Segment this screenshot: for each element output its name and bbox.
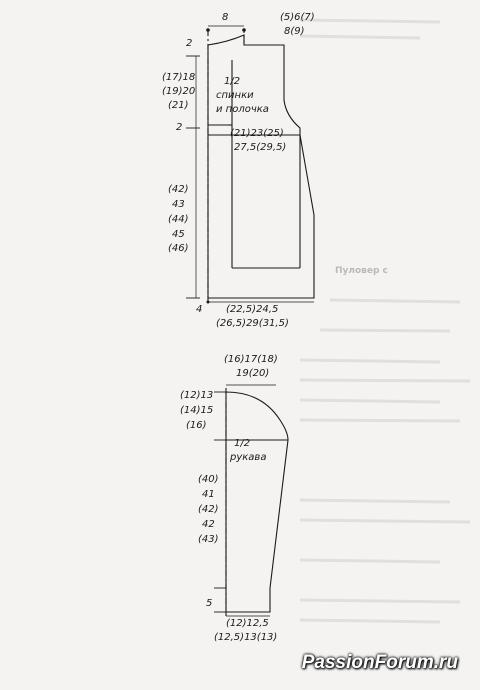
hem-width-label-2: (26,5)29(31,5): [216, 318, 289, 329]
label-length-1: (42): [168, 184, 189, 195]
label-top-shoulder-2: 8(9): [284, 26, 305, 37]
label-hem-offset: 4: [196, 304, 203, 315]
label-top-shoulder: (5)6(7): [280, 12, 315, 23]
sleeve-length-label-5: (43): [198, 534, 219, 545]
cuff-width-label-2: (12,5)13(13): [214, 632, 278, 643]
label-armhole-3: (21): [168, 100, 189, 111]
shoulder-dot-right: [242, 28, 246, 32]
label-length-5: (46): [168, 243, 189, 254]
label-neck-depth: 2: [186, 38, 193, 49]
body-title-line-2: спинки: [216, 90, 254, 101]
shoulder-dot-left: [206, 28, 210, 32]
sleeve-outline: [226, 392, 288, 612]
label-top-8: 8: [222, 12, 229, 23]
sleeve-length-label-1: (40): [198, 474, 219, 485]
hem-width-label-1: (22,5)24,5: [226, 304, 279, 315]
sleeve-cuff-label: 5: [206, 598, 213, 609]
site-watermark: PassionForum.ru: [301, 652, 458, 673]
sleeve-length-label-3: (42): [198, 504, 219, 515]
label-length-4: 45: [172, 229, 185, 240]
sleeve-length-label-4: 42: [202, 519, 215, 530]
sleeve-title-line-2: рукава: [230, 452, 267, 463]
body-dots: [206, 28, 246, 303]
cuff-width-label-1: (12)12,5: [226, 618, 269, 629]
sleeve-cap-label-1: (12)13: [180, 390, 214, 401]
sleeve-title-line-1: 1/2: [234, 438, 251, 449]
bleed-text: Пуловер с: [335, 266, 388, 276]
body-title-line-3: и полочка: [216, 104, 269, 115]
label-length-3: (44): [168, 214, 189, 225]
body-title-line-1: 1/2: [224, 76, 241, 87]
hem-dot: [207, 301, 210, 304]
label-side-rise: 2: [176, 122, 183, 133]
inner-width-label-2: 27,5(29,5): [234, 142, 287, 153]
inner-width-label-1: (21)23(25): [230, 128, 284, 139]
body-piece: [186, 26, 314, 302]
body-outline: [208, 35, 314, 298]
sleeve-piece: [214, 385, 288, 616]
sleeve-top-label-1: (16)17(18): [224, 354, 278, 365]
sleeve-cap-label-2: (14)15: [180, 405, 214, 416]
label-armhole-1: (17)18: [162, 72, 196, 83]
sleeve-top-label-2: 19(20): [236, 368, 270, 379]
label-length-2: 43: [172, 199, 185, 210]
label-armhole-2: (19)20: [162, 86, 196, 97]
bleed-through-texture: [300, 20, 470, 622]
sleeve-cap-label-3: (16): [186, 420, 207, 431]
sleeve-length-label-2: 41: [202, 489, 215, 500]
